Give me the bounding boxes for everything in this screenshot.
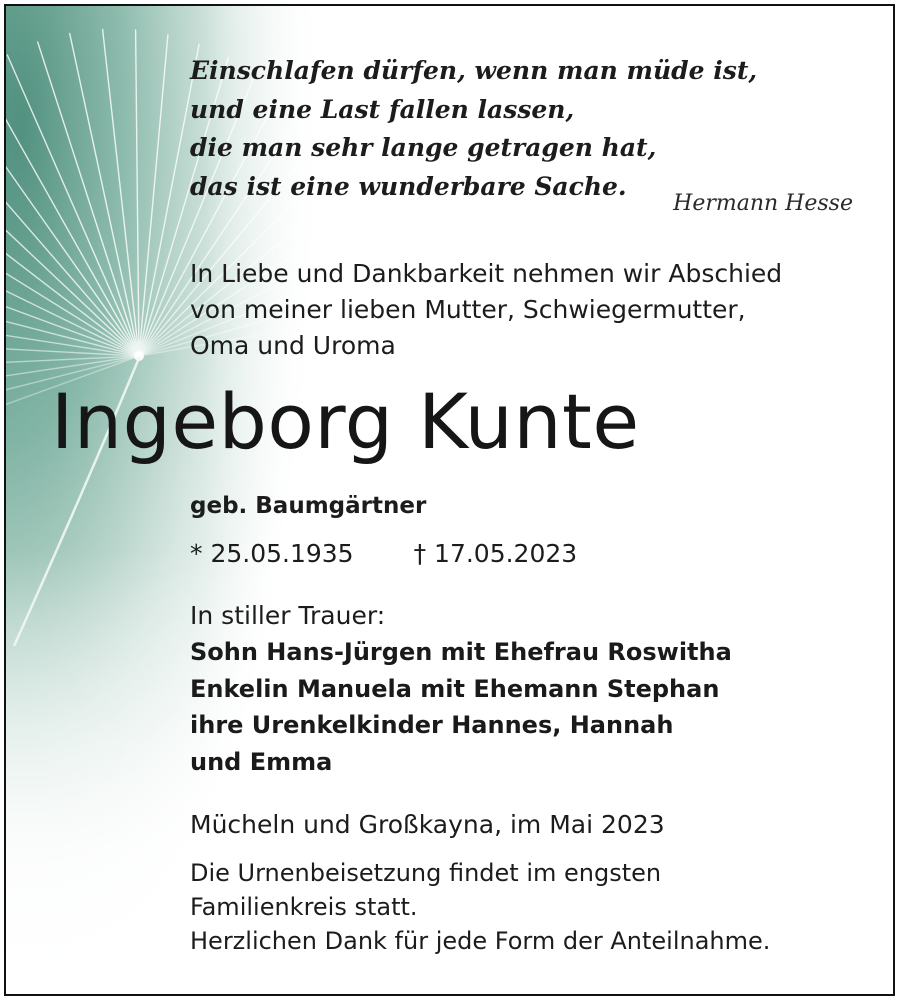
poem-author: Hermann Hesse [673, 191, 853, 216]
life-dates [190, 539, 577, 568]
intro-text [190, 256, 782, 364]
mourner-line: Sohn Hans-Jürgen mit Ehefrau Roswitha [190, 638, 732, 666]
intro-line: von meiner lieben Mutter, Schwiegermutter, [190, 295, 746, 324]
deceased-name: Ingeborg Kunte [51, 377, 640, 466]
notice-line: Familienkreis statt. [190, 893, 418, 921]
mourner-line: und Emma [190, 747, 333, 776]
intro-line: In Liebe und Dankbarkeit nehmen wir Abschied [190, 259, 783, 288]
mourner-line: ihre Urenkelkinder Hannes, Hannah [190, 711, 674, 739]
obituary-frame [4, 4, 895, 996]
mourners-list [190, 634, 732, 780]
poem-line: das ist eine wunderbare Sache. [190, 171, 627, 201]
poem-quote [190, 52, 757, 206]
birth-date: * 25.05.1935 [190, 539, 354, 568]
obituary-content [6, 6, 893, 994]
poem-line: Einschlafen dürfen, wenn man müde ist, [190, 56, 758, 85]
place-date: Mücheln und Großkayna, im Mai 2023 [190, 810, 665, 839]
mourner-line: Enkelin Manuela mit Ehemann Stephan [190, 674, 720, 703]
poem-line: die man sehr lange getragen hat, [190, 133, 657, 162]
birth-name: geb. Baumgärtner [190, 493, 427, 519]
death-date: † 17.05.2023 [413, 539, 578, 568]
notice-line: Die Urnenbeisetzung findet im engsten [190, 859, 662, 887]
notice-line: Herzlichen Dank für jede Form der Anteilnahme. [190, 927, 771, 955]
burial-notice [190, 856, 770, 958]
poem-line: und eine Last fallen lassen, [190, 94, 575, 124]
mourning-label: In stiller Trauer: [190, 601, 386, 630]
intro-line: Oma und Uroma [190, 331, 396, 360]
